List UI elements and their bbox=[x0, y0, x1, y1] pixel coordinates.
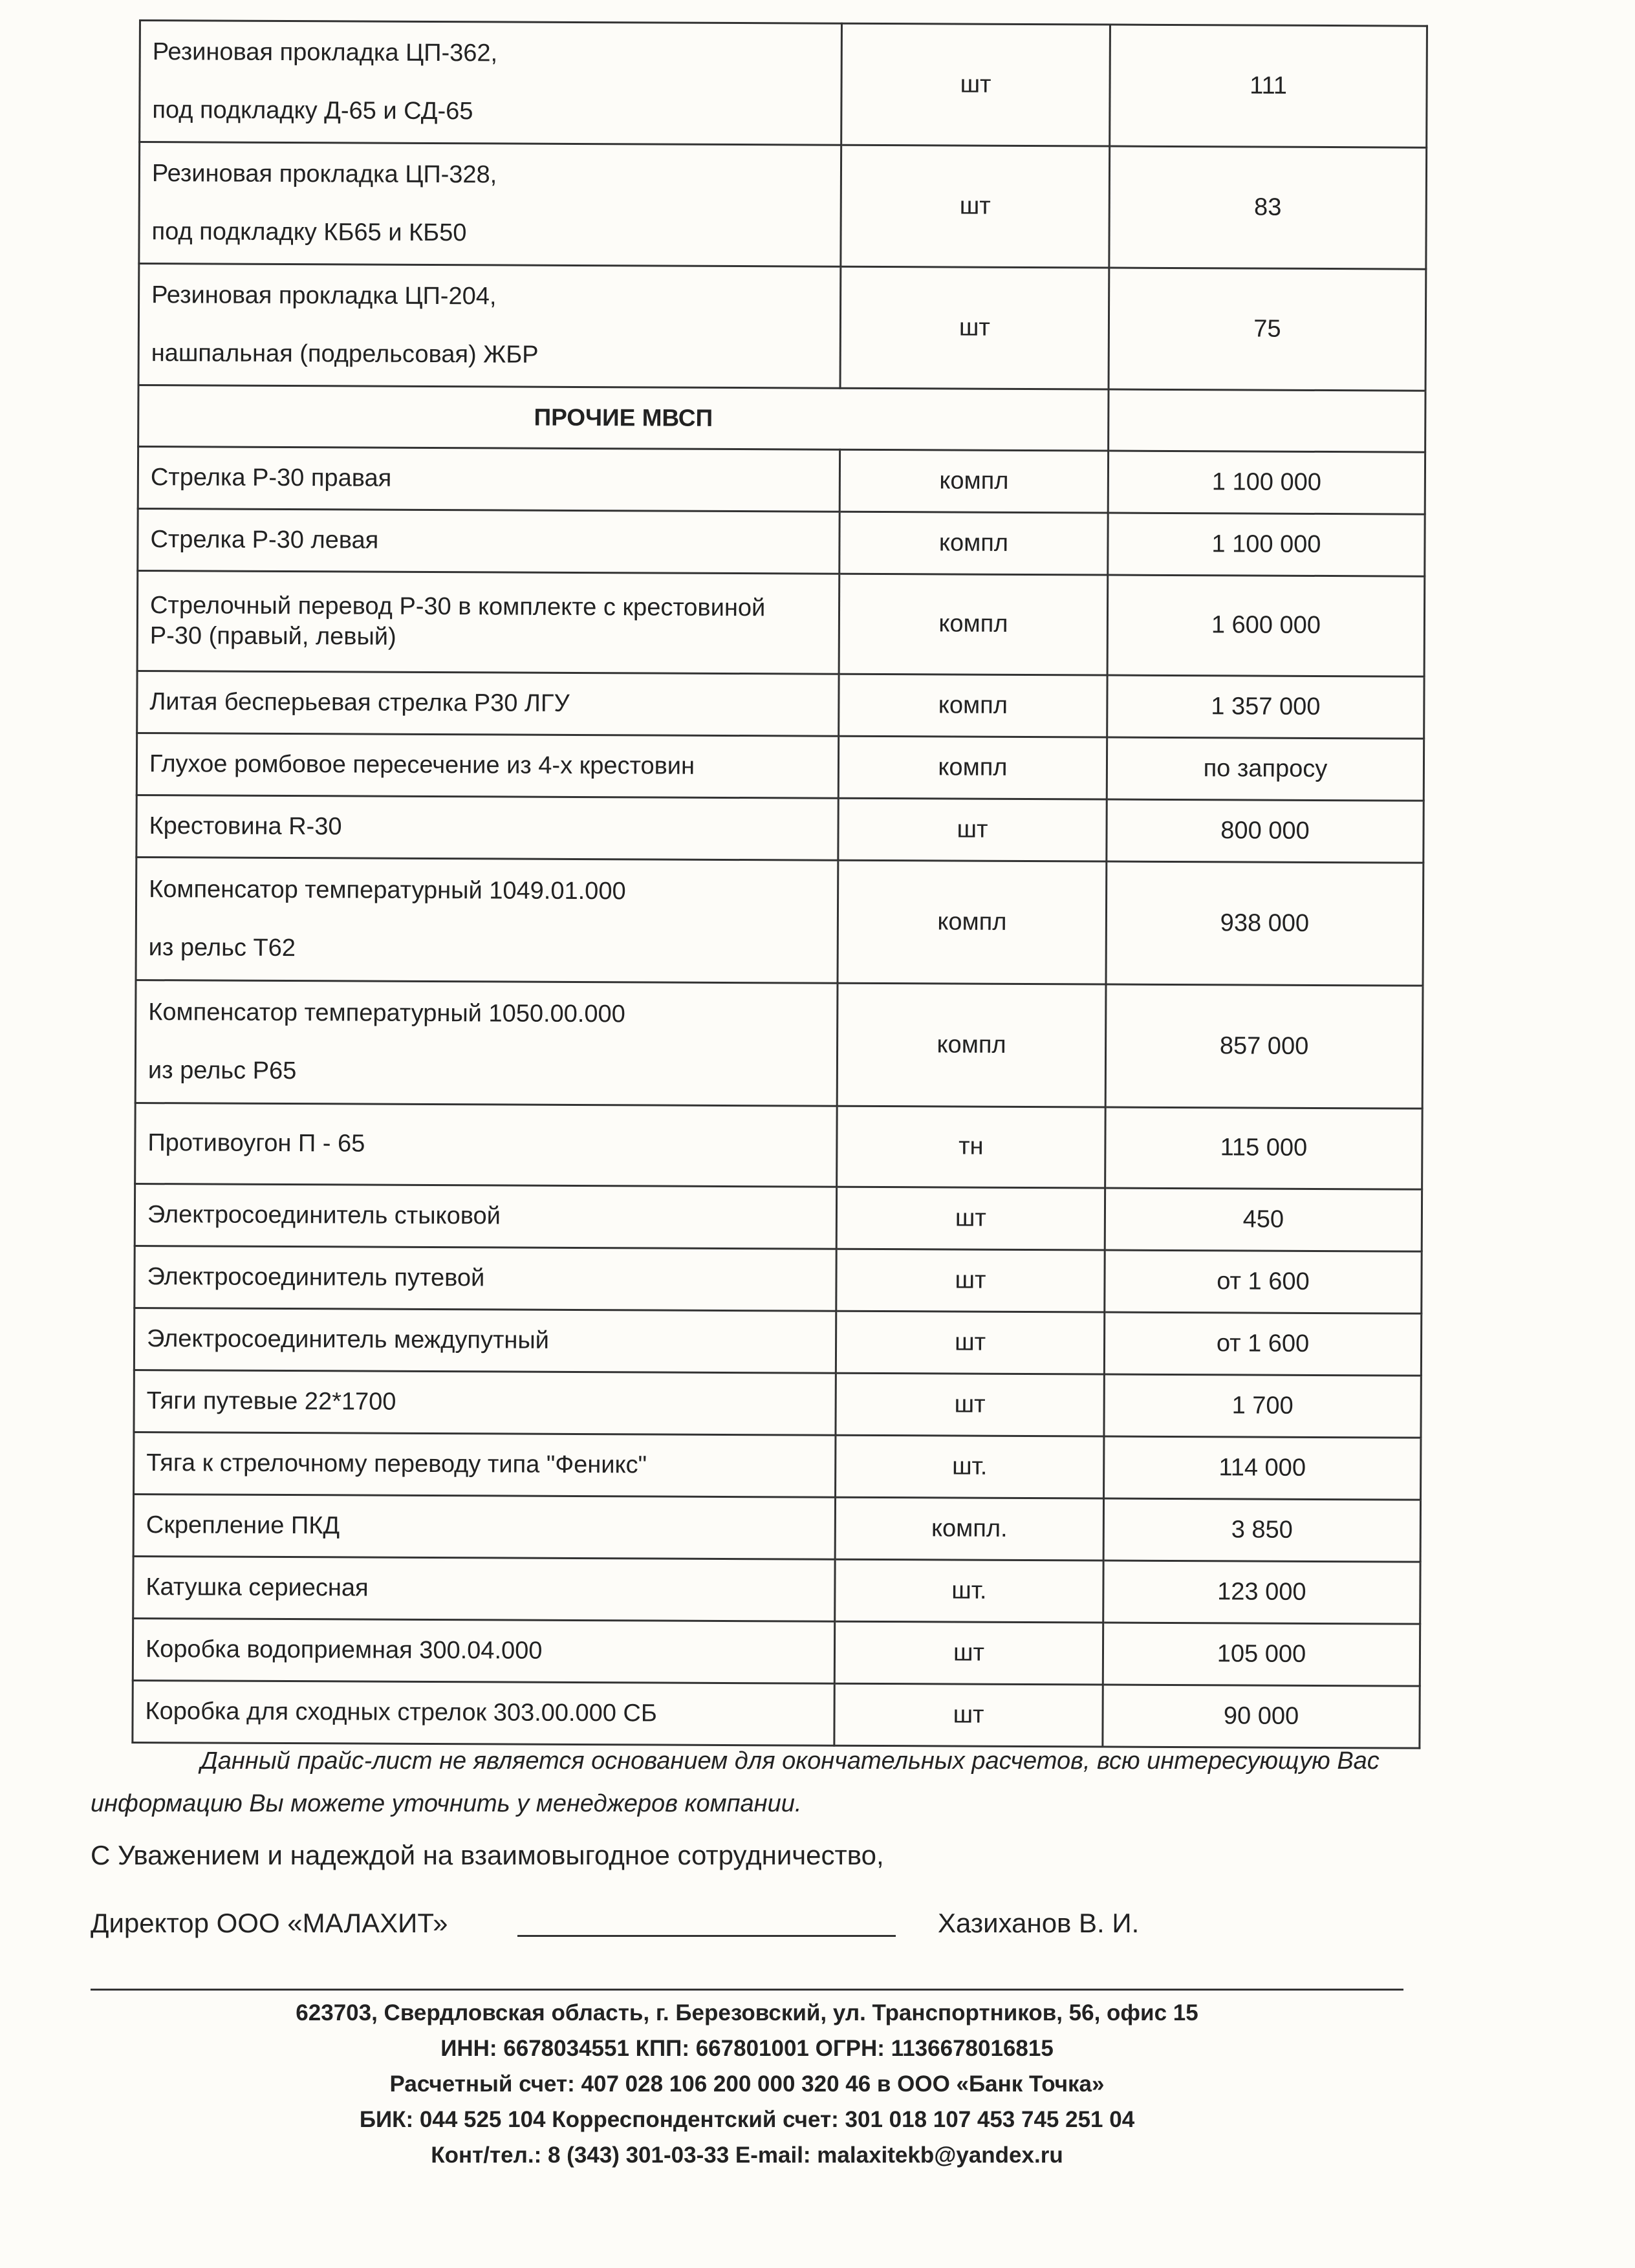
table-row bbox=[135, 1246, 1422, 1313]
item-price: 1 600 000 bbox=[1107, 575, 1425, 676]
item-price: 83 bbox=[1109, 146, 1427, 269]
item-unit: шт bbox=[841, 145, 1110, 268]
table-row bbox=[134, 1432, 1421, 1500]
item-price: 1 100 000 bbox=[1108, 513, 1425, 576]
item-unit: шт. bbox=[836, 1435, 1104, 1498]
item-name: Компенсатор температурный 1049.01.000 из рельс Т62 bbox=[136, 857, 838, 983]
item-unit: компл bbox=[839, 674, 1107, 737]
item-unit: шт bbox=[841, 23, 1110, 146]
company-ids: ИНН: 6678034551 КПП: 667801001 ОГРН: 1136678016815 bbox=[440, 2036, 1054, 2061]
item-price: 1 700 bbox=[1104, 1374, 1421, 1438]
item-name: Электросоединитель стыковой bbox=[135, 1183, 836, 1249]
item-name: Коробка водоприемная 300.04.000 bbox=[133, 1618, 834, 1683]
item-unit: компл bbox=[838, 860, 1107, 984]
item-price: 123 000 bbox=[1103, 1561, 1420, 1624]
price-table bbox=[131, 19, 1428, 1749]
bank-account: Расчетный счет: 407 028 106 200 000 320 46 в ООО «Банк Точка» bbox=[389, 2071, 1105, 2097]
bank-details: БИК: 044 525 104 Корреспондентский счет: 301 018 107 453 745 251 04 bbox=[359, 2107, 1135, 2132]
table-row bbox=[135, 1103, 1423, 1189]
item-price: 105 000 bbox=[1103, 1623, 1420, 1686]
item-name: Резиновая прокладка ЦП-328, под подкладку КБ65 и КБ50 bbox=[139, 142, 841, 267]
item-unit: шт bbox=[834, 1621, 1103, 1685]
item-name: Крестовина R-30 bbox=[136, 795, 838, 860]
footer-divider bbox=[91, 1989, 1403, 1991]
item-unit: шт bbox=[836, 1373, 1104, 1436]
company-address: 623703, Свердловская область, г. Березовский, ул. Транспортников, 56, офис 15 bbox=[296, 2000, 1198, 2025]
item-price: 75 bbox=[1109, 268, 1426, 391]
disclaimer-note: Данный прайс-лист не является основанием для окончательных расчетов, всю интересующую Вас информацию Вы можете уточнить у менеджеров компании. bbox=[91, 1747, 1380, 1817]
table-row bbox=[138, 508, 1425, 576]
item-unit: компл bbox=[839, 512, 1108, 575]
table-row bbox=[135, 980, 1423, 1108]
item-unit: шт bbox=[836, 1311, 1104, 1374]
item-name: Резиновая прокладка ЦП-362, под подкладку Д-65 и СД-65 bbox=[140, 21, 842, 146]
section-row bbox=[138, 385, 1425, 453]
signature-block bbox=[91, 1908, 1449, 1947]
item-price: 938 000 bbox=[1106, 861, 1424, 986]
table-row bbox=[139, 142, 1427, 270]
item-unit: компл bbox=[839, 574, 1108, 675]
item-unit: шт. bbox=[835, 1559, 1103, 1623]
table-row bbox=[133, 1680, 1420, 1748]
signature-line bbox=[517, 1935, 896, 1937]
company-contacts: Конт/тел.: 8 (343) 301-03-33 E-mail: malaxitekb@yandex.ru bbox=[431, 2143, 1063, 2168]
table-row bbox=[138, 447, 1425, 515]
item-unit: тн bbox=[837, 1106, 1106, 1188]
item-unit: компл. bbox=[835, 1497, 1103, 1561]
item-price: 1 357 000 bbox=[1107, 675, 1424, 739]
signer-name: Хазиханов В. И. bbox=[938, 1908, 1140, 1938]
table-row bbox=[140, 21, 1427, 148]
item-unit: компл bbox=[837, 983, 1106, 1107]
item-name: Противоугон П - 65 bbox=[135, 1103, 838, 1187]
item-name: Электросоединитель путевой bbox=[135, 1246, 836, 1311]
item-name: Компенсатор температурный 1050.00.000 из рельс Р65 bbox=[135, 980, 838, 1106]
item-name: Стрелка Р-30 левая bbox=[138, 508, 839, 574]
item-unit: шт bbox=[834, 1683, 1103, 1747]
item-price: 115 000 bbox=[1105, 1107, 1423, 1189]
item-price: 111 bbox=[1110, 25, 1427, 147]
table-row bbox=[136, 795, 1424, 863]
table-row bbox=[134, 1308, 1421, 1376]
item-name: Стрелка Р-30 правая bbox=[138, 447, 839, 512]
item-name: Литая бесперьевая стрелка Р30 ЛГУ bbox=[137, 671, 839, 736]
table-row bbox=[134, 1370, 1421, 1438]
item-name: Тяги путевые 22*1700 bbox=[134, 1370, 836, 1435]
table-row bbox=[137, 570, 1425, 676]
table-row bbox=[136, 857, 1424, 986]
item-name: Электросоединитель междупутный bbox=[134, 1308, 836, 1373]
table-row bbox=[133, 1494, 1420, 1562]
item-price: 1 100 000 bbox=[1108, 451, 1425, 514]
item-price: 3 850 bbox=[1103, 1498, 1420, 1562]
item-price: 450 bbox=[1105, 1188, 1422, 1251]
item-unit: шт bbox=[840, 266, 1109, 389]
item-price: 90 000 bbox=[1103, 1685, 1420, 1748]
table-row bbox=[133, 1618, 1420, 1686]
table-row bbox=[137, 671, 1424, 739]
item-name: Глухое ромбовое пересечение из 4-х крестовин bbox=[136, 733, 838, 798]
table-row bbox=[135, 1183, 1422, 1251]
item-price: 857 000 bbox=[1105, 984, 1423, 1108]
section-title: ПРОЧИЕ МВСП bbox=[138, 385, 1109, 451]
table-row bbox=[133, 1556, 1420, 1624]
item-name: Тяга к стрелочному переводу типа "Феникс" bbox=[134, 1432, 836, 1497]
item-unit: шт bbox=[836, 1187, 1105, 1250]
company-requisites bbox=[91, 1995, 1403, 2173]
section-empty-cell bbox=[1109, 389, 1425, 452]
signer-role: Директор ООО «МАЛАХИТ» bbox=[91, 1908, 448, 1938]
item-name: Стрелочный перевод Р-30 в комплекте с крестовиной Р-30 (правый, левый) bbox=[137, 570, 839, 674]
table-row bbox=[136, 733, 1424, 801]
item-unit: шт bbox=[836, 1249, 1105, 1312]
item-price: 114 000 bbox=[1104, 1436, 1421, 1500]
item-price: по запросу bbox=[1107, 737, 1424, 801]
item-price: 800 000 bbox=[1107, 799, 1424, 863]
item-name: Коробка для сходных стрелок 303.00.000 СБ bbox=[133, 1680, 834, 1745]
item-name: Резиновая прокладка ЦП-204, нашпальная (подрельсовая) ЖБР bbox=[138, 264, 841, 389]
item-unit: шт bbox=[838, 798, 1107, 861]
table-row bbox=[138, 264, 1426, 391]
greeting: С Уважением и надеждой на взаимовыгодное сотрудничество, bbox=[91, 1840, 884, 1870]
item-price: от 1 600 bbox=[1105, 1250, 1422, 1313]
item-name: Катушка сериесная bbox=[133, 1556, 835, 1621]
item-unit: компл bbox=[839, 449, 1108, 513]
item-unit: компл bbox=[838, 736, 1107, 799]
item-price: от 1 600 bbox=[1104, 1312, 1421, 1376]
item-name: Скрепление ПКД bbox=[133, 1494, 835, 1559]
